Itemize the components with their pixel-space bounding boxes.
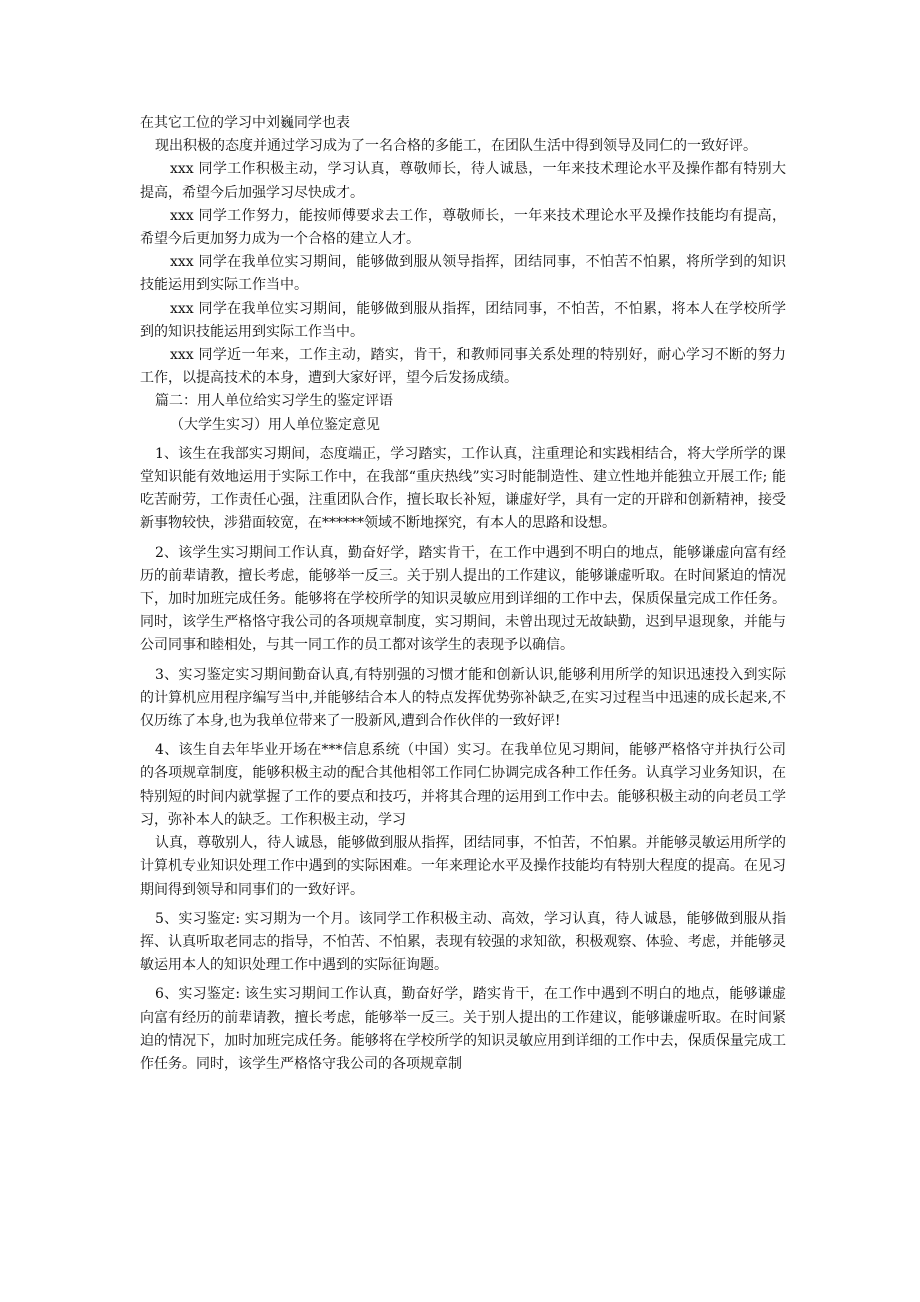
paragraph: 3、实习鉴定实习期间勤奋认真,有特别强的习惯才能和创新认识,能够利用所学的知识迅速投入到实际的计算机应用程序编写当中,并能够结合本人的特点发挥优势弥补缺乏,在实习过程当中迅速的成长起来,不仅历练了本身,也为我单位带来了一股新风,遭到合作伙伴的一致好评! [140,666,786,730]
paragraph: 篇二：用人单位给实习学生的鉴定评语 [155,393,393,410]
paragraph: 认真，尊敬别人，待人诚恳，能够做到服从指挥，团结同事，不怕苦，不怕累。并能够灵敏运用所学的计算机专业知识处理工作中遇到的实际困难。一年来理论水平及操作技能均有特别大程度的提高。在见习期间得到领导和同事们的一致好评。 [140,835,786,898]
paragraph: （大学生实习）用人单位鉴定意见 [170,416,380,433]
paragraph: xxx 同学工作积极主动，学习认真，尊敬师长，待人诚恳，一年来技术理论水平及操作都有特别大提高，希望今后加强学习尽快成才。 [140,161,786,201]
paragraph: 6、实习鉴定: 该生实习期间工作认真，勤奋好学，踏实肯干，在工作中遇到不明白的地点，能够谦虚向富有经历的前辈请教，擅长考虑，能够举一反三。关于别人提出的工作建议，能够谦虚听取。在时间紧迫的情况下，加时加班完成任务。能够将在学校所学的知识灵敏应用到详细的工作中去，保质保量完成工作任务。同时，该学生严格恪守我公司的各项规章制 [140,986,786,1072]
document-page [140,112,786,1076]
paragraph: 1、该生在我部实习期间，态度端正，学习踏实，工作认真，注重理论和实践相结合，将大学所学的课堂知识能有效地运用于实际工作中，在我部“重庆热线”实习时能制造性、建立性地并能独立开展工作; 能吃苦耐劳，工作责任心强，注重团队合作，擅长取长补短，谦虚好学，具有一定的开辟和创新精神，接受新事物较快，涉猎面较宽，在******领域不断地探究，有本人的思路和设想。 [140,445,786,532]
paragraph: 4、该生自去年毕业开场在***信息系统（中国）实习。在我单位见习期间，能够严格恪守并执行公司的各项规章制度，能够积极主动的配合其他相邻工作同仁协调完成各种工作任务。认真学习业务知识，在特别短的时间内就掌握了工作的要点和技巧，并将其合理的运用到工作中去。能够积极主动的向老员工学习，弥补本人的缺乏。工作积极主动，学习 [140,742,786,828]
paragraph: 在其它工位的学习中刘巍同学也表 [140,115,350,131]
paragraph: xxx 同学在我单位实习期间，能够做到服从领导指挥，团结同事，不怕苦不怕累，将所学到的知识技能运用到实际工作当中。 [140,254,786,294]
paragraph: xxx 同学在我单位实习期间，能够做到服从指挥，团结同事，不怕苦，不怕累，将本人在学校所学到的知识技能运用到实际工作当中。 [140,300,786,340]
paragraph: 5、实习鉴定: 实习期为一个月。该同学工作积极主动、高效，学习认真，待人诚恳，能够做到服从指挥、认真听取老同志的指导，不怕苦、不怕累，表现有较强的求知欲，积极观察、体验、考虑，并能够灵敏运用本人的知识处理工作中遇到的实际征询题。 [140,910,786,974]
paragraph: xxx 同学工作努力，能按师傅要求去工作，尊敬师长，一年来技术理论水平及操作技能均有提高，希望今后更加努力成为一个合格的建立人才。 [140,207,786,248]
paragraph: xxx 同学近一年来，工作主动，踏实，肯干，和教师同事关系处理的特别好，耐心学习不断的努力工作，以提高技术的本身，遭到大家好评，望今后发扬成绩。 [140,347,786,387]
paragraph: 2、该学生实习期间工作认真，勤奋好学，踏实肯干，在工作中遇到不明白的地点，能够谦虚向富有经历的前辈请教，擅长考虑，能够举一反三。关于别人提出的工作建议，能够谦虚听取。在时间紧迫的情况下，加时加班完成任务。能够将在学校所学的知识灵敏应用到详细的工作中去，保质保量完成工作任务。同时，该学生严格恪守我公司的各项规章制度，实习期间，未曾出现过无故缺勤，迟到早退现象，并能与公司同事和睦相处，与其一同工作的员工都对该学生的表现予以确信。 [140,544,786,654]
paragraph: 现出积极的态度并通过学习成为了一名合格的多能工，在团队生活中得到领导及同仁的一致好评。 [155,138,757,155]
